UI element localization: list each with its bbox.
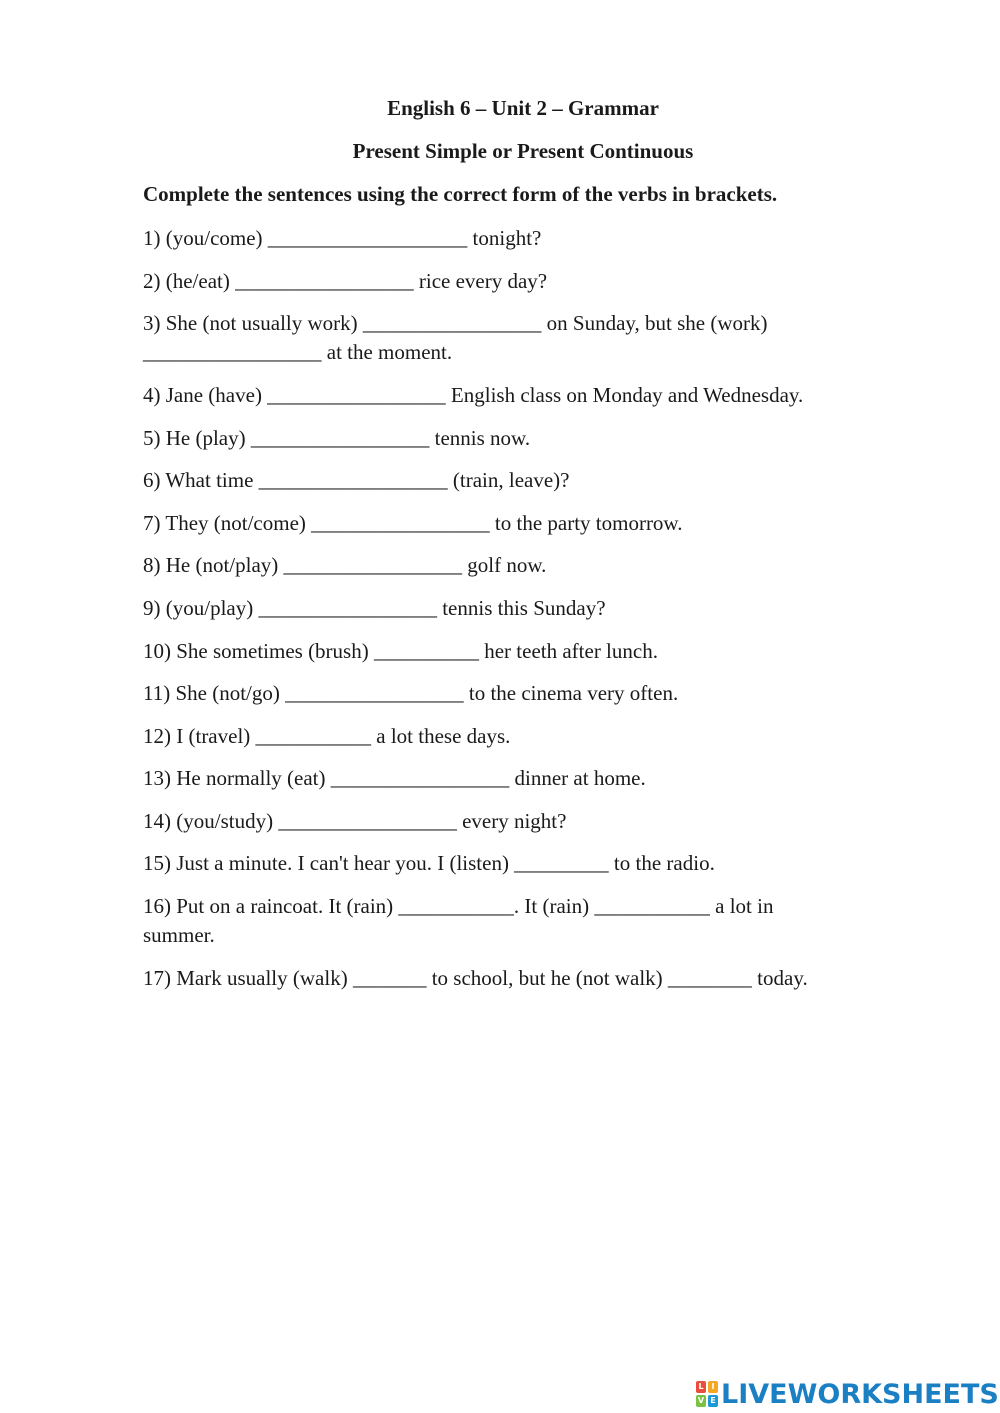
question-6: 6) What time __________________ (train, leave)? <box>143 468 570 492</box>
question-10: 10) She sometimes (brush) __________ her teeth after lunch. <box>143 639 658 663</box>
question-14: 14) (you/study) _________________ every night? <box>143 809 567 833</box>
logo-mark-v: V <box>697 1396 705 1405</box>
liveworksheets-logo[interactable] <box>696 1377 999 1411</box>
question-5: 5) He (play) _________________ tennis now. <box>143 426 531 450</box>
question-9: 9) (you/play) _________________ tennis this Sunday? <box>143 596 606 620</box>
question-7: 7) They (not/come) _________________ to the party tomorrow. <box>143 511 683 535</box>
logo-mark-l: L <box>696 1381 706 1393</box>
question-16: 16) Put on a raincoat. It (rain) ___________. It (rain) ___________ a lot in summer. <box>143 894 774 947</box>
question-11: 11) She (not/go) _________________ to the cinema very often. <box>143 681 679 705</box>
question-13: 13) He normally (eat) _________________ dinner at home. <box>143 766 646 790</box>
worksheet-subtitle: Present Simple or Present Continuous <box>352 139 694 163</box>
question-15: 15) Just a minute. I can't hear you. I (listen) _________ to the radio. <box>143 851 715 875</box>
question-1: 1) (you/come) ___________________ tonight? <box>143 226 542 250</box>
question-2: 2) (he/eat) _________________ rice every day? <box>143 269 548 293</box>
logo-text: LIVEWORKSHEETS <box>721 1378 999 1410</box>
question-4: 4) Jane (have) _________________ English class on Monday and Wednesday. <box>143 383 804 407</box>
logo-mark-e: E <box>708 1395 718 1407</box>
liveworksheets-logo-icon <box>696 1381 718 1407</box>
question-17: 17) Mark usually (walk) _______ to school, but he (not walk) ________ today. <box>143 966 808 990</box>
question-3: 3) She (not usually work) _________________ on Sunday, but she (work) _________________ at the moment. <box>143 311 768 364</box>
worksheet-title: English 6 – Unit 2 – Grammar <box>387 96 659 120</box>
question-8: 8) He (not/play) _________________ golf now. <box>143 553 547 577</box>
instructions: Complete the sentences using the correct form of the verbs in brackets. <box>143 182 778 206</box>
logo-mark-i: I <box>708 1381 718 1393</box>
question-12: 12) I (travel) ___________ a lot these days. <box>143 724 511 748</box>
